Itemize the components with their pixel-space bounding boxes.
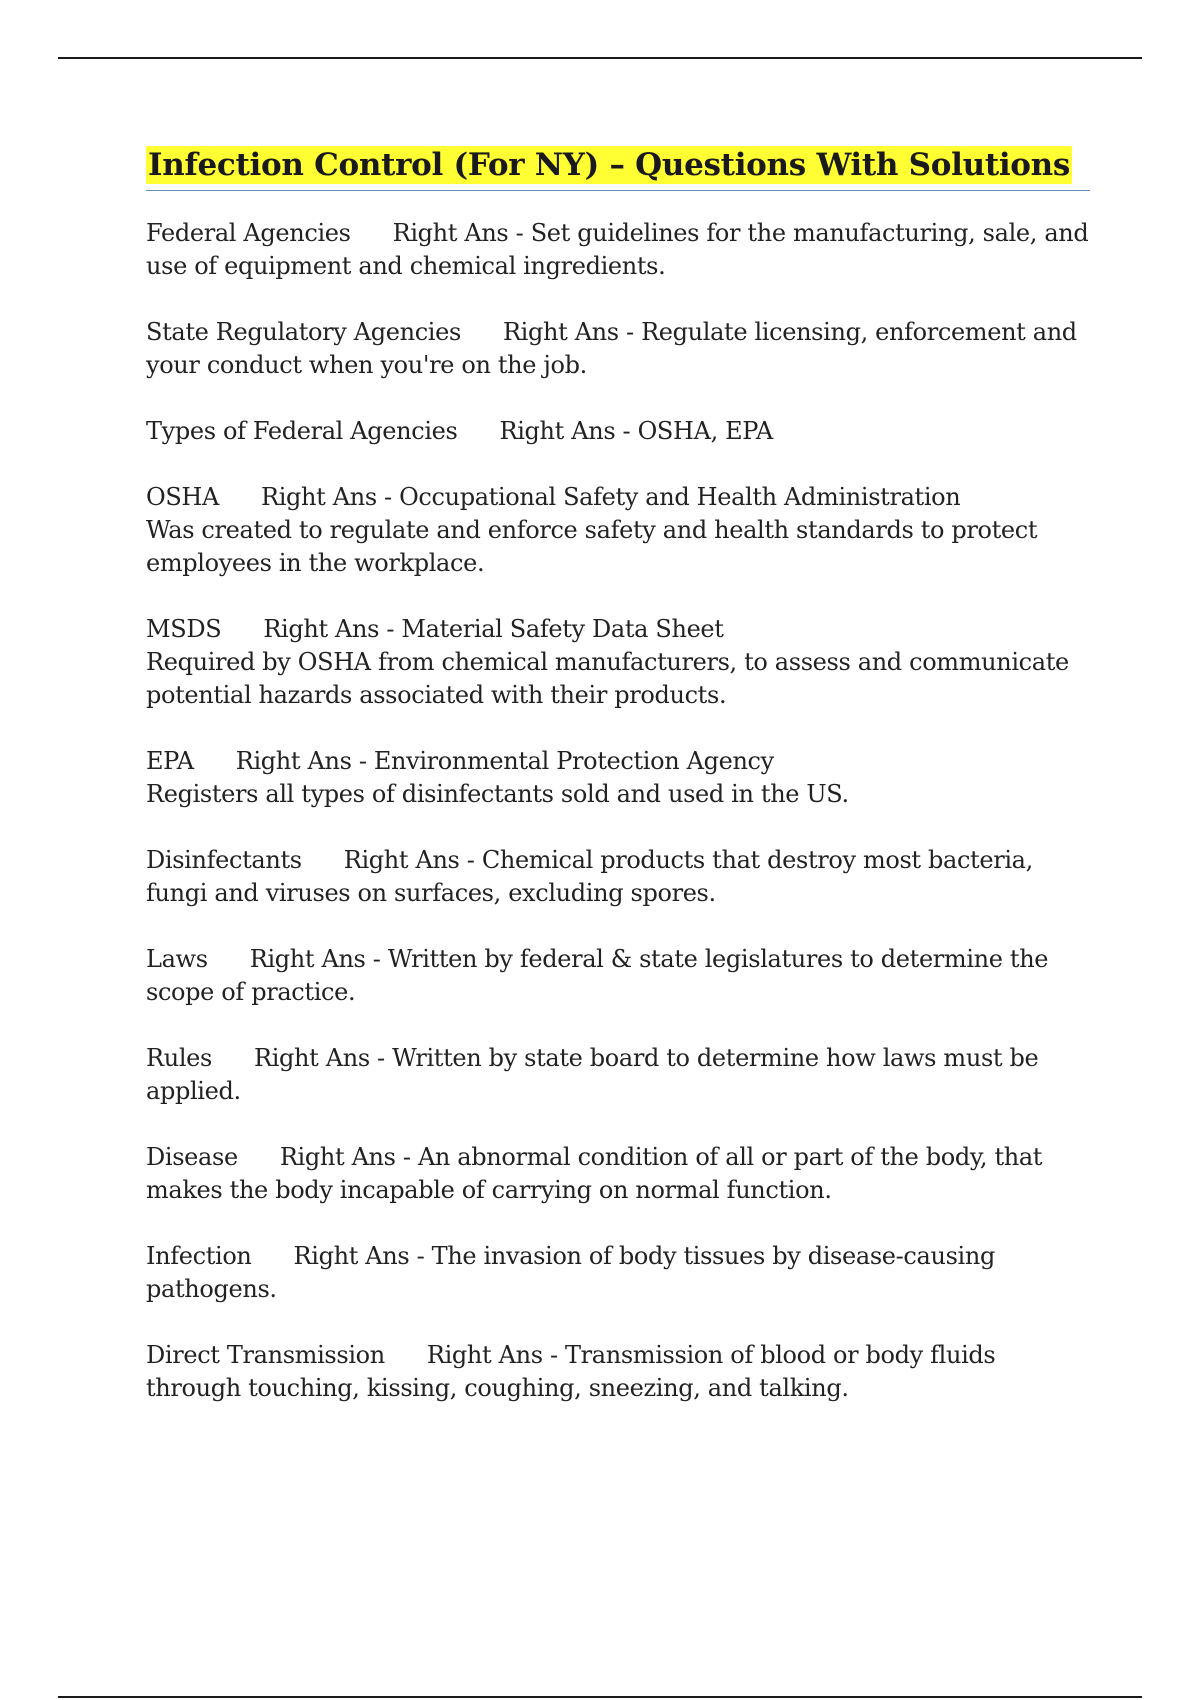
qa-answer: Right Ans - Set guidelines for the manufacturing, sale, and use of equipment and chemical ingredients. <box>146 219 1089 280</box>
qa-item <box>146 316 1090 382</box>
qa-term: State Regulatory Agencies <box>146 318 461 346</box>
qa-answer: Right Ans - OSHA, EPA <box>499 417 773 445</box>
qa-term: MSDS <box>146 615 222 643</box>
qa-answer: Right Ans - Regulate licensing, enforcement and your conduct when you're on the job. <box>146 318 1077 379</box>
qa-item <box>146 415 1090 448</box>
qa-item <box>146 1042 1090 1108</box>
qa-answer: Right Ans - The invasion of body tissues by disease-causing pathogens. <box>146 1242 995 1303</box>
qa-item <box>146 844 1090 910</box>
qa-list <box>146 217 1090 1405</box>
qa-term: Disinfectants <box>146 846 302 874</box>
qa-answer-detail: Registers all types of disinfectants sold and used in the US. <box>146 780 849 808</box>
qa-term: OSHA <box>146 483 219 511</box>
qa-answer: Right Ans - Environmental Protection Agency <box>235 747 774 775</box>
qa-term: Federal Agencies <box>146 219 351 247</box>
qa-answer: Right Ans - An abnormal condition of all or part of the body, that makes the body incapable of carrying on normal function. <box>146 1143 1043 1204</box>
qa-answer-detail: Was created to regulate and enforce safety and health standards to protect employees in the workplace. <box>146 516 1038 577</box>
qa-term: Rules <box>146 1044 212 1072</box>
qa-item <box>146 745 1090 811</box>
top-page-rule <box>58 57 1142 59</box>
qa-item <box>146 943 1090 1009</box>
document-title: Infection Control (For NY) – Questions With Solutions <box>148 147 1071 183</box>
qa-answer: Right Ans - Occupational Safety and Health Administration <box>260 483 961 511</box>
qa-term: Direct Transmission <box>146 1341 385 1369</box>
document-body <box>146 146 1090 1438</box>
qa-answer: Right Ans - Transmission of blood or body fluids through touching, kissing, coughing, sneezing, and talking. <box>146 1341 996 1402</box>
title-block <box>146 146 1090 191</box>
qa-term: Laws <box>146 945 208 973</box>
qa-answer-detail: Required by OSHA from chemical manufacturers, to assess and communicate potential hazards associated with their products. <box>146 648 1069 709</box>
qa-answer: Right Ans - Material Safety Data Sheet <box>263 615 724 643</box>
bottom-page-rule <box>58 1696 1142 1698</box>
qa-item <box>146 1141 1090 1207</box>
qa-term: Infection <box>146 1242 252 1270</box>
qa-item <box>146 613 1090 712</box>
qa-item <box>146 217 1090 283</box>
qa-term: Disease <box>146 1143 238 1171</box>
qa-item <box>146 481 1090 580</box>
qa-term: Types of Federal Agencies <box>146 417 458 445</box>
qa-item <box>146 1339 1090 1405</box>
qa-answer: Right Ans - Chemical products that destroy most bacteria, fungi and viruses on surfaces, excluding spores. <box>146 846 1033 907</box>
qa-answer: Right Ans - Written by state board to determine how laws must be applied. <box>146 1044 1039 1105</box>
qa-term: EPA <box>146 747 194 775</box>
qa-answer: Right Ans - Written by federal & state legislatures to determine the scope of practice. <box>146 945 1049 1006</box>
qa-item <box>146 1240 1090 1306</box>
